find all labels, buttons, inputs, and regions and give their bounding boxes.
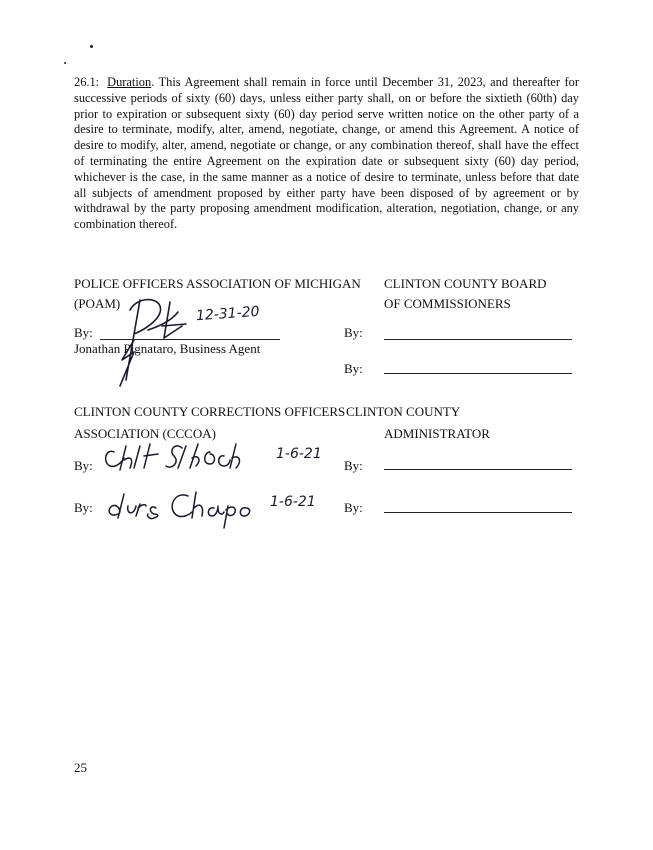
poam-title: POLICE OFFICERS ASSOCIATION OF MICHIGAN [74,276,361,291]
signer-name: Jonathan Pignataro, Business Agent [74,341,261,356]
section-number: 26.1: [74,75,100,89]
cccoa-abbrev: ASSOCIATION (CCCOA) [74,426,216,441]
administrator-subtitle: ADMINISTRATOR [384,426,490,441]
cccoa-date-1: 1-6-21 [276,446,322,462]
cccoa-title: CLINTON COUNTY CORRECTIONS OFFICERS [74,404,346,419]
cccoa-signature-1 [100,438,270,478]
poam-abbrev: (POAM) [74,296,121,311]
scan-speck [64,62,66,64]
board-by-label-2: By: [344,361,363,376]
board-signature-line-1 [384,339,572,340]
handwritten-date: 12-31-20 [195,303,261,325]
poam-signature [104,290,194,390]
section-heading: Duration [107,75,152,89]
section-26-1 [74,75,579,233]
board-by-label-1: By: [344,325,363,340]
board-title: CLINTON COUNTY BOARD [384,276,547,291]
board-signature-line-2 [384,373,572,374]
page-number: 25 [74,760,87,775]
administrator-signature-line-1 [384,469,572,470]
administrator-by-label-2: By: [344,500,363,515]
cccoa-date-2: 1-6-21 [270,494,316,510]
administrator-title: CLINTON COUNTY [346,404,461,419]
cccoa-signature-2 [100,484,270,528]
scan-speck [90,45,93,48]
cccoa-by-label-2: By: [74,500,93,515]
board-subtitle: OF COMMISSIONERS [384,296,511,311]
administrator-by-label-1: By: [344,458,363,473]
cccoa-by-label-1: By: [74,458,93,473]
section-body: . This Agreement shall remain in force until December 31, 2023, and thereafter for successive periods of sixty (60) days, unless either party shall, on or before the sixtieth (60th) day prior to expiration or subsequent sixty (60) day period serve written notice on the other party of a desire to terminate, modify, alter, amend, negotiate, change, or amend this Agreement. A notice of desire to modify, alter, amend, negotiate or change, or any combination thereof, shall have the effect of terminating the entire Agreement on the expiration date or subsequent sixty (60) day period, whichever is the case, in the same manner as a notice of desire to terminate, unless before that date all subjects of amendment proposed by either party have been disposed of by agreement or by withdrawal by the party proposing amendment modification, alteration, negotiation, change, or any combination thereof. [74,75,579,232]
by-label: By: [74,325,93,340]
administrator-signature-line-2 [384,512,572,513]
